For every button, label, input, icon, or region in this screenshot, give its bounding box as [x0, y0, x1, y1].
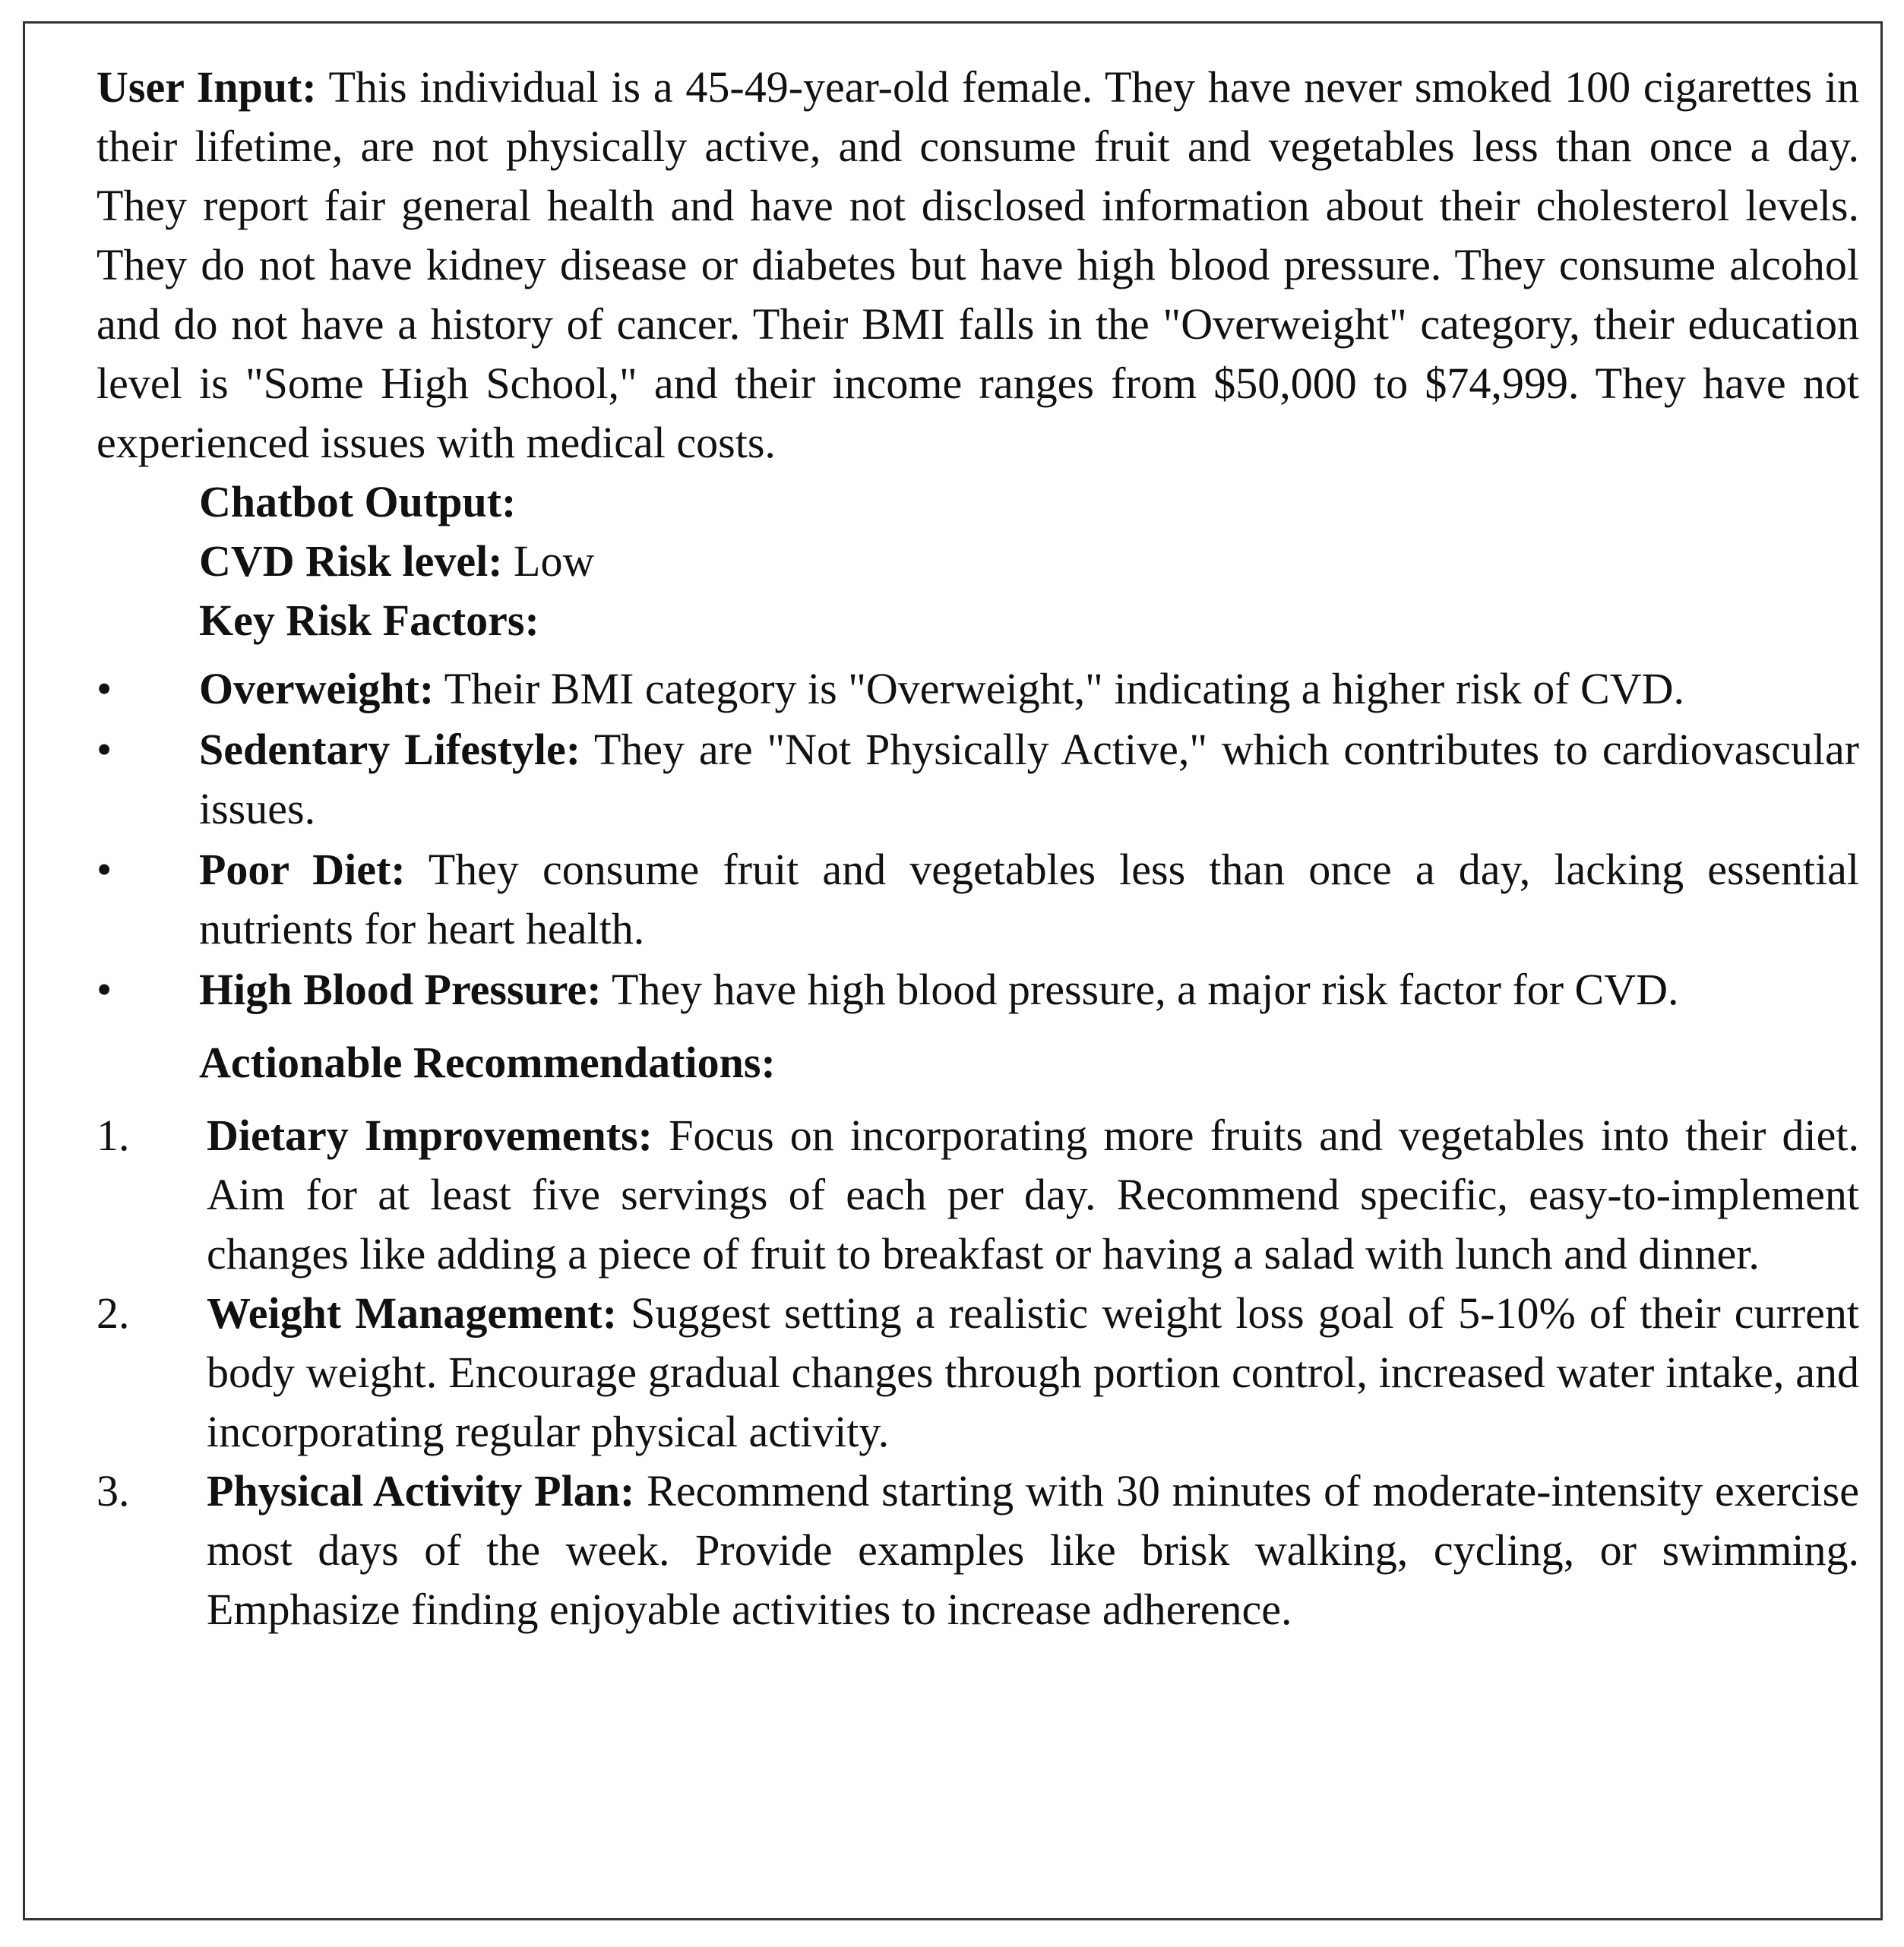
number-marker: 3.: [96, 1466, 130, 1516]
chatbot-output-title: [199, 473, 1859, 532]
factor-text: They are "Not Physically Active," which contributes to cardiovascular issues.: [199, 725, 1859, 833]
number-marker: 1.: [96, 1111, 130, 1160]
recommendations-heading: [199, 1033, 1859, 1092]
recommendations-label: Actionable Recommendations:: [199, 1038, 776, 1087]
recommendation-text: Recommend starting with 30 minutes of moderate-intensity exercise most days of the week. Provide examples like brisk walking, cycling, or swimming. Emphasize finding enjoyable activities to increase adherence.: [207, 1466, 1859, 1634]
document-body: [96, 58, 1859, 1639]
list-item: [96, 659, 1859, 719]
list-item: [96, 1106, 1859, 1284]
recommendation-text: Focus on incorporating more fruits and vegetables into their diet. Aim for at least five servings of each per day. Recommend specific, easy-to-implement changes like adding a piece of fruit to breakfast or having a salad with lunch and dinner.: [207, 1111, 1859, 1279]
factor-label: Poor Diet:: [199, 845, 406, 894]
content-frame: [23, 21, 1883, 1920]
factor-label: Sedentary Lifestyle:: [199, 725, 581, 774]
recommendations-list: [96, 1106, 1859, 1639]
risk-level-value: Low: [502, 536, 595, 586]
list-item: [96, 1462, 1859, 1639]
chatbot-output-label: Chatbot Output:: [199, 477, 517, 526]
key-factors-label: Key Risk Factors:: [199, 596, 539, 645]
factor-text: They consume fruit and vegetables less than once a day, lacking essential nutrients for heart health.: [199, 845, 1859, 953]
user-input-text: This individual is a 45-49-year-old female. They have never smoked 100 cigarettes in their lifetime, are not physically active, and consume fruit and vegetables less than once a day. They report fair general health and have not disclosed information about their cholesterol levels. They do not have kidney disease or diabetes but have high blood pressure. They consume alcohol and do not have a history of cancer. Their BMI falls in the "Overweight" category, their education level is "Some High School," and their income ranges from $50,000 to $74,999. They have not experienced issues with medical costs.: [96, 62, 1859, 467]
recommendation-label: Weight Management:: [207, 1288, 618, 1338]
factor-text: Their BMI category is "Overweight," indicating a higher risk of CVD.: [434, 664, 1684, 713]
chatbot-output-header: [199, 473, 1859, 650]
recommendation-text: Suggest setting a realistic weight loss goal of 5-10% of their current body weight. Encourage gradual changes through portion control, increased water intake, and incorporating regular physical activity.: [207, 1288, 1859, 1456]
list-item: [96, 1284, 1859, 1462]
list-item: [96, 840, 1859, 959]
user-input-paragraph: [96, 58, 1859, 473]
factor-text: They have high blood pressure, a major risk factor for CVD.: [601, 965, 1679, 1014]
list-item: [96, 960, 1859, 1019]
key-factors-list: [96, 659, 1859, 1019]
risk-level-line: [199, 532, 1859, 591]
bullet-marker: •: [96, 664, 112, 713]
bullet-marker: •: [96, 965, 112, 1014]
list-item: [96, 720, 1859, 839]
factor-label: Overweight:: [199, 664, 435, 713]
recommendation-label: Dietary Improvements:: [207, 1111, 653, 1160]
risk-level-label: CVD Risk level:: [199, 536, 503, 586]
bullet-marker: •: [96, 845, 112, 894]
recommendation-label: Physical Activity Plan:: [207, 1466, 635, 1516]
key-factors-heading: [199, 591, 1859, 650]
factor-label: High Blood Pressure:: [199, 965, 602, 1014]
bullet-marker: •: [96, 725, 112, 774]
number-marker: 2.: [96, 1288, 130, 1338]
user-input-label: User Input:: [96, 62, 317, 112]
